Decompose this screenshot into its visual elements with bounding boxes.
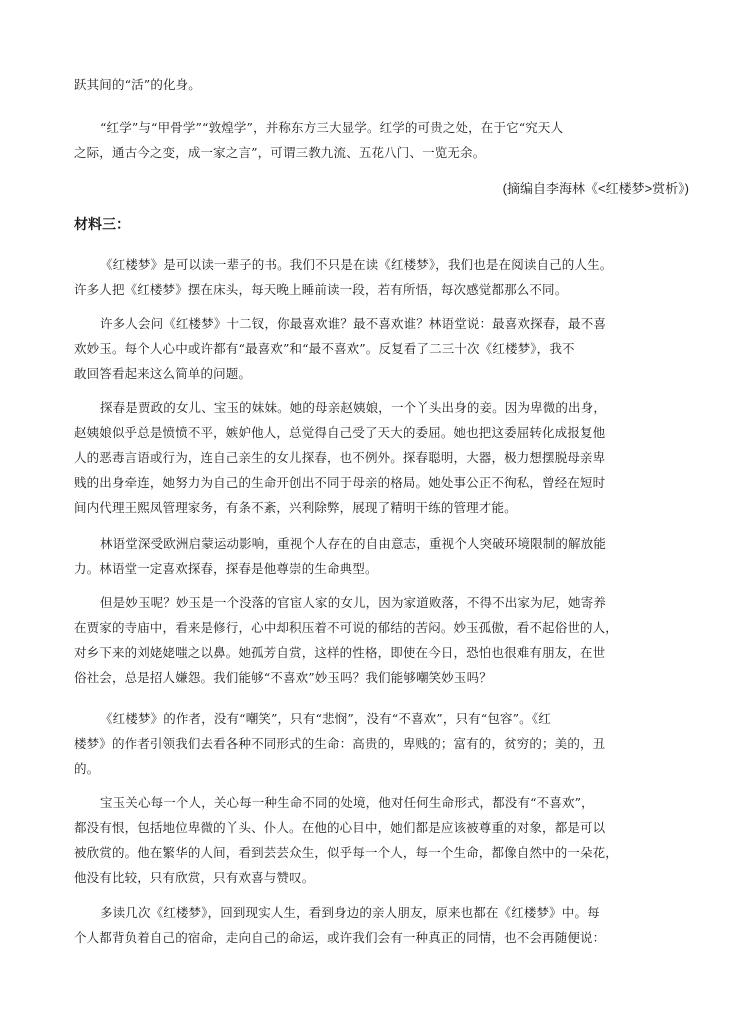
text-line: 林语堂深受欧洲启蒙运动影响，重视个人存在的自由意志，重视个人突破环境限制的解放能 bbox=[100, 536, 607, 551]
text-line: 敢回答看起来这么简单的问题。 bbox=[74, 366, 252, 381]
text-line: 《红楼梦》的作者，没有“嘲笑”，只有“悲悯”，没有“不喜欢”，只有“包容”。《红 bbox=[100, 711, 551, 726]
text-line: 他没有比较，只有欣赏，只有欢喜与赞叹。 bbox=[74, 870, 315, 885]
text-line: 的。 bbox=[74, 761, 100, 776]
text-line: 贱的出身牵连，她努力为自己的生命开创出不同于母亲的格局。她处事公正不徇私，曾经在短时 bbox=[74, 475, 606, 490]
text-line: 对乡下来的刘姥姥嗤之以鼻。她孤芳自赏，这样的性格，即使在今日，恐怕也很难有朋友，在世 bbox=[74, 645, 606, 660]
material2-last-paragraph bbox=[74, 115, 692, 165]
text-line: 力。林语堂一定喜欢探春，探春是他尊崇的生命典型。 bbox=[74, 561, 378, 576]
section-heading: 材料三： bbox=[74, 216, 130, 232]
paragraph-2 bbox=[74, 311, 692, 386]
text-line: 都没有恨，包括地位卑微的丫头、仆人。在他的心目中，她们都是应该被尊重的对象，都是可以 bbox=[74, 820, 606, 835]
text-line: 许多人会问《红楼梦》十二钗，你最喜欢谁？最不喜欢谁？林语堂说：最喜欢探春，最不喜 bbox=[100, 316, 607, 331]
text-line: 间内代理王熙凤管理家务，有条不紊，兴利除弊，展现了精明干练的管理才能。 bbox=[74, 500, 517, 515]
text-line: 多读几次《红楼梦》，回到现实人生，看到身边的亲人朋友，原来也都在《红楼梦》中。每 bbox=[100, 905, 600, 920]
text-line: 《红楼梦》是可以读一辈子的书。我们不只是在读《红楼梦》，我们也是在阅读自己的人生。 bbox=[100, 257, 613, 272]
paragraph-6 bbox=[74, 706, 692, 781]
paragraph-5 bbox=[74, 590, 692, 690]
text-line: 之际，通古今之变，成一家之言”，可谓三教九流、五花八门、一览无余。 bbox=[74, 145, 486, 160]
paragraph-7 bbox=[74, 790, 692, 890]
text-line: 赵姨娘似乎总是愤愤不平，嫉妒他人，总觉得自己受了天大的委屈。她也把这委屈转化成报复他 bbox=[74, 425, 606, 440]
text-line: 探春是贾政的女儿、宝玉的妹妹。她的母亲赵姨娘，一个丫头出身的妾。因为卑微的出身， bbox=[100, 400, 607, 415]
citation: (摘编自李海林《<红楼梦>赏析》) bbox=[502, 181, 689, 196]
text-line: 人的恶毒言语或行为，连自己亲生的女儿探春，也不例外。探春聪明，大器，极力想摆脱母亲卑 bbox=[74, 450, 606, 465]
text-line: “红学”与“甲骨学”“敦煌学”，并称东方三大显学。红学的可贵之处，在于它“究天人 bbox=[100, 120, 564, 135]
text-line: 跃其间的“活”的化身。 bbox=[74, 77, 201, 92]
material2-tail bbox=[74, 72, 692, 97]
text-line: 欢妙玉。每个人心中或许都有“最喜欢”和“最不喜欢”。反复看了二三十次《红楼梦》，我不 bbox=[74, 341, 575, 356]
text-line: 在贾家的寺庙中，看来是修行，心中却积压着不可说的郁结的苦闷。妙玉孤傲，看不起俗世的人， bbox=[74, 620, 618, 635]
text-line: 被欣赏的。他在繁华的人间，看到芸芸众生，似乎每一个人，每一个生命，都像自然中的一朵花， bbox=[74, 845, 618, 860]
text-line: 个人都背负着自己的宿命，走向自己的命运，或许我们会有一种真正的同情，也不会再随便说： bbox=[74, 930, 606, 945]
text-line: 许多人把《红楼梦》摆在床头，每天晚上睡前读一段，若有所悟，每次感觉都那么不同。 bbox=[74, 282, 568, 297]
text-line: 俗社会，总是招人嫌怨。我们能够“不喜欢”妙玉吗？我们能够嘲笑妙玉吗？ bbox=[74, 670, 492, 685]
text-line: 宝玉关心每一个人，关心每一种生命不同的处境，他对任何生命形式，都没有“不喜欢”， bbox=[100, 795, 594, 810]
paragraph-1 bbox=[74, 252, 692, 302]
paragraph-4 bbox=[74, 531, 692, 581]
paragraph-3 bbox=[74, 395, 692, 520]
paragraph-8 bbox=[74, 900, 692, 950]
text-line: 但是妙玉呢？妙玉是一个没落的官宦人家的女儿，因为家道败落，不得不出家为尼，她寄养 bbox=[100, 595, 607, 610]
text-line: 楼梦》的作者引领我们去看各种不同形式的生命：高贵的，卑贱的；富有的，贫穷的；美的，丑 bbox=[74, 736, 606, 751]
